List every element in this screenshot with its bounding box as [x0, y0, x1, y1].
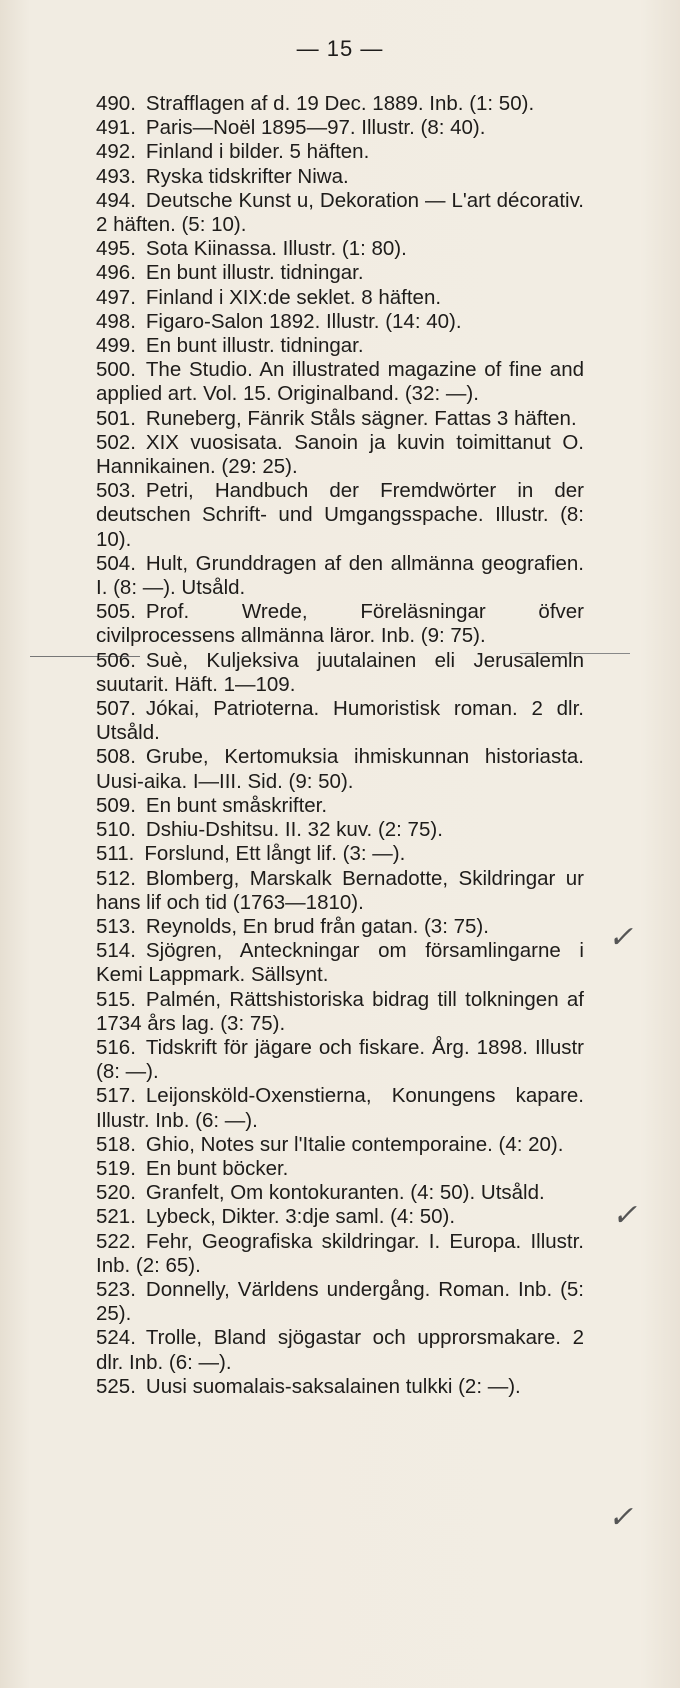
entry-text: Finland i XIX:de seklet. 8 häften. — [145, 285, 442, 309]
catalog-entry — [96, 1375, 584, 1399]
entry-text: Granfelt, Om kontokuranten. (4: 50). Utsåld. — [145, 1181, 545, 1205]
catalog-entry — [96, 600, 584, 648]
entry-text: Palmén, Rättshistoriska bidrag till tolkningen af 1734 års lag. (3: 75). — [96, 987, 584, 1035]
entry-text: Ghio, Notes sur l'Italie contemporaine. (4: 20). — [145, 1132, 564, 1156]
entry-text: Prof. Wrede, Föreläsningar öfver civilprocessens allmänna läror. Inb. (9: 75). — [96, 600, 584, 648]
entry-text: Figaro-Salon 1892. Illustr. (14: 40). — [145, 309, 462, 333]
pencil-tick-icon: ✓ — [612, 1198, 638, 1233]
catalog-entry — [96, 165, 584, 189]
catalog-entry — [96, 310, 584, 334]
entry-number: 501. — [96, 406, 136, 430]
catalog-entry — [96, 649, 584, 697]
entry-text: Leijonsköld-Oxenstierna, Konungens kapare. Illustr. Inb. (6: —). — [96, 1084, 584, 1132]
entry-text: En bunt småskrifter. — [145, 793, 328, 817]
entry-number: 506. — [96, 648, 136, 672]
entry-text: Jókai, Patrioterna. Humoristisk roman. 2 dlr. Utsåld. — [96, 697, 584, 745]
entry-number: 502. — [96, 430, 136, 454]
entry-number: 512. — [96, 866, 136, 890]
catalog-entry — [96, 479, 584, 552]
entry-number: 518. — [96, 1132, 136, 1156]
entry-number: 498. — [96, 309, 136, 333]
entry-number: 521. — [96, 1205, 136, 1229]
entry-text: En bunt illustr. tidningar. — [145, 261, 364, 285]
catalog-entry — [96, 867, 584, 915]
catalog-entry — [96, 358, 584, 406]
catalog-entry — [96, 745, 584, 793]
entry-text: Blomberg, Marskalk Bernadotte, Skildringar ur hans lif och tid (1763—1810). — [96, 866, 584, 914]
entry-text: Tidskrift för jägare och fiskare. Årg. 1898. Illustr (8: —). — [96, 1035, 584, 1084]
entry-text: Sjögren, Anteckningar om församlingarne i Kemi Lappmark. Sällsynt. — [96, 939, 584, 987]
entry-text: Uusi suomalais-saksalainen tulkki (2: —). — [145, 1374, 521, 1398]
entry-text: En bunt böcker. — [145, 1156, 289, 1180]
catalog-entry — [96, 1205, 584, 1229]
catalog-entry — [96, 116, 584, 140]
entry-number: 493. — [96, 164, 136, 188]
entry-number: 504. — [96, 551, 136, 575]
catalog-entry — [96, 939, 584, 987]
entry-number: 510. — [96, 818, 136, 842]
entry-number: 517. — [96, 1084, 136, 1108]
entry-number: 490. — [96, 92, 136, 115]
entry-number: 515. — [96, 987, 136, 1011]
entry-text: Paris—Noël 1895—97. Illustr. (8: 40). — [145, 116, 486, 140]
catalog-entry — [96, 1181, 584, 1205]
entry-number: 520. — [96, 1181, 136, 1205]
catalog-entry — [96, 431, 584, 479]
catalog-entry — [96, 1133, 584, 1157]
entry-text: Lybeck, Dikter. 3:dje saml. (4: 50). — [145, 1205, 456, 1229]
catalog-entry — [96, 189, 584, 237]
entry-number: 516. — [96, 1035, 136, 1059]
catalog-entry — [96, 407, 584, 431]
catalog-entry — [96, 552, 584, 600]
entry-text: The Studio. An illustrated magazine of fine and applied art. Vol. 15. Originalband. (32: —). — [96, 358, 584, 406]
catalog-entry — [96, 334, 584, 358]
catalog-entry — [96, 1230, 584, 1278]
catalog-entry — [96, 988, 584, 1036]
entry-number: 519. — [96, 1156, 136, 1180]
pencil-tick-icon: ✓ — [608, 1500, 634, 1535]
catalog-entry — [96, 818, 584, 842]
entry-text: Donnelly, Världens undergång. Roman. Inb. (5: 25). — [96, 1277, 584, 1326]
entry-text: En bunt illustr. tidningar. — [145, 334, 364, 358]
entry-text: Reynolds, En brud från gatan. (3: 75). — [145, 914, 489, 938]
catalog-entry — [96, 842, 584, 866]
entry-number: 513. — [96, 914, 136, 938]
catalog-entry — [96, 237, 584, 261]
entry-number: 500. — [96, 358, 136, 382]
entry-number: 499. — [96, 334, 136, 358]
entry-number: 508. — [96, 745, 136, 769]
catalog-entry — [96, 697, 584, 745]
entry-number: 523. — [96, 1277, 136, 1301]
entry-text: XIX vuosisata. Sanoin ja kuvin toimittanut O. Hannikainen. (29: 25). — [96, 430, 584, 479]
entry-number: 496. — [96, 261, 136, 285]
entry-text: Suè, Kuljeksiva juutalainen eli Jerusalemln suutarit. Häft. 1—109. — [96, 648, 584, 696]
entry-text: Fehr, Geografiska skildringar. I. Europa. Illustr. Inb. (2: 65). — [96, 1229, 584, 1277]
catalog-entry — [96, 140, 584, 164]
entry-text: Trolle, Bland sjögastar och upprorsmakare. 2 dlr. Inb. (6: —). — [96, 1326, 584, 1374]
entry-text: Strafflagen af d. 19 Dec. 1889. Inb. (1: 50). — [145, 92, 535, 115]
entry-number: 525. — [96, 1374, 136, 1398]
catalog-entry — [96, 794, 584, 818]
catalog-entry — [96, 1326, 584, 1374]
catalog-entry — [96, 1084, 584, 1132]
entry-number: 492. — [96, 140, 136, 164]
catalog-entries — [96, 92, 584, 1399]
entry-text: Sota Kiinassa. Illustr. (1: 80). — [145, 237, 407, 261]
entry-text: Grube, Kertomuksia ihmiskunnan historiasta. Uusi-aika. I—III. Sid. (9: 50). — [96, 745, 584, 793]
entry-number: 497. — [96, 285, 136, 309]
entry-number: 505. — [96, 600, 136, 624]
entry-number: 514. — [96, 939, 136, 963]
entry-number: 509. — [96, 793, 136, 817]
pencil-tick-icon: ✓ — [608, 920, 634, 955]
catalog-entry — [96, 286, 584, 310]
entry-text: Petri, Handbuch der Fremdwörter in der deutschen Schrift- und Umgangsspache. Illustr. (8: 10). — [96, 479, 584, 551]
catalog-entry — [96, 1157, 584, 1181]
entry-text: Ryska tidskrifter Niwa. — [145, 164, 349, 188]
entry-text: Forslund, Ett långt lif. (3: —). — [144, 842, 406, 866]
entry-text: Deutsche Kunst u, Dekoration — L'art décorativ. 2 häften. (5: 10). — [96, 188, 584, 237]
page-number: — 15 — — [296, 36, 384, 61]
catalog-entry — [96, 1036, 584, 1084]
entry-text: Runeberg, Fänrik Ståls sägner. Fattas 3 häften. — [145, 406, 577, 430]
entry-number: 511. — [96, 842, 135, 866]
catalog-entry — [96, 92, 584, 116]
entry-number: 491. — [96, 116, 136, 140]
entry-number: 503. — [96, 479, 136, 503]
catalog-entry — [96, 1278, 584, 1326]
entry-number: 507. — [96, 697, 136, 721]
entry-text: Finland i bilder. 5 häften. — [145, 140, 370, 164]
entry-number: 524. — [96, 1326, 136, 1350]
catalog-entry — [96, 915, 584, 939]
entry-number: 522. — [96, 1229, 136, 1253]
entry-number: 494. — [96, 188, 136, 212]
entry-text: Dshiu-Dshitsu. II. 32 kuv. (2: 75). — [145, 818, 443, 842]
catalog-entry — [96, 261, 584, 285]
entry-text: Hult, Grunddragen af den allmänna geografien. I. (8: —). Utsåld. — [96, 551, 584, 600]
entry-number: 495. — [96, 237, 136, 261]
